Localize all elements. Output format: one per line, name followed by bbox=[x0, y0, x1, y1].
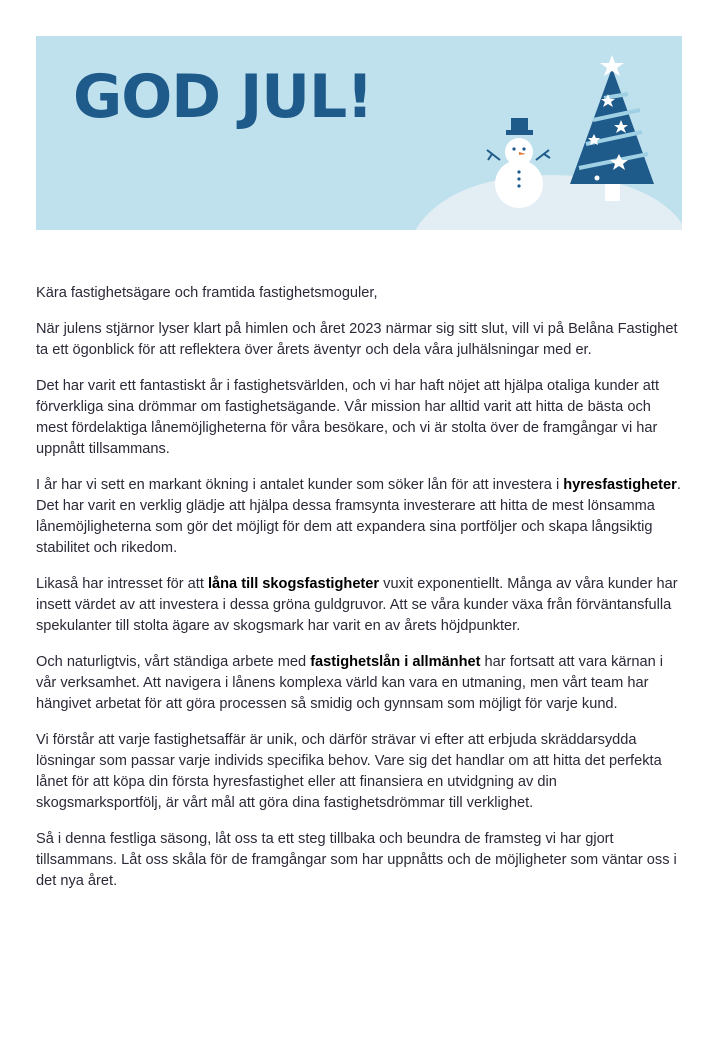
keyword-link: hyresfastigheter bbox=[563, 477, 677, 493]
holiday-banner bbox=[36, 36, 682, 230]
letter-greeting: Kära fastighetsägare och framtida fastighetsmoguler, bbox=[36, 285, 378, 301]
banner-title: GOD JUL! bbox=[73, 62, 373, 132]
letter-paragraph: När julens stjärnor lyser klart på himlen och året 2023 närmar sig sitt slut, vill vi på Belåna Fastighet ta ett ögonblick för att reflektera över årets äventyr och dela våra julhälsningar med er. bbox=[36, 321, 678, 358]
letter-paragraph: Likaså har intresset för att låna till skogsfastigheter vuxit exponentiellt. Många av våra kunder har insett värdet av att investera i dessa gröna guldgruvor. Att se våra kunder växa från förväntansfulla spekulanter till stolta ägare av skogsmark har varit en av årets höjdpunkter. bbox=[36, 576, 678, 634]
letter-paragraph: Vi förstår att varje fastighetsaffär är unik, och därför strävar vi efter att erbjuda skräddarsydda lösningar som passar varje individs specifika behov. Vare sig det handlar om att hitta det perfekta lånet för att köpa din första hyresfastighet eller att finansiera en utvidgning av din skogsmarksportfölj, är vårt mål att göra dina fastighetsdrömmar till verklighet. bbox=[36, 732, 662, 811]
letter-paragraph: Och naturligtvis, vårt ständiga arbete med fastighetslån i allmänhet har fortsatt att vara kärnan i vår verksamhet. Att navigera i lånens komplexa värld kan vara en utmaning, men vårt team har hängivet arbetat för att göra processen så smidig och gynnsam som möjligt för varje kund. bbox=[36, 654, 664, 712]
letter-paragraph: Det har varit ett fantastiskt år i fastighetsvärlden, och vi har haft nöjet att hjälpa otaliga kunder att förverkliga sina drömmar om fastighetsägande. Vår mission har alltid varit att hitta de bästa och mest fördelaktiga lånemöjligheterna för våra besökare, och vi är stolta över de framgångar vi har uppnått tillsammans. bbox=[36, 378, 660, 457]
keyword-link: låna till skogsfastigheter bbox=[207, 576, 380, 592]
letter-paragraph: Så i denna festliga säsong, låt oss ta ett steg tillbaka och beundra de framsteg vi har gjort tillsammans. Låt oss skåla för de framgångar som har uppnåtts och de möjligheter som väntar oss i det nya året. bbox=[36, 831, 677, 889]
letter-body bbox=[36, 283, 684, 907]
letter-paragraph: I år har vi sett en markant ökning i antalet kunder som söker lån för att investera i hyresfastigheter. Det har varit en verklig glädje att hjälpa dessa framsynta investerare att hitta de mest lönsamma lånemöjligheterna som gör det möjligt för dem att expandera sina portföljer och skapa långsiktig stabilitet och rikedom. bbox=[36, 477, 681, 556]
christmas-tree-icon bbox=[570, 55, 654, 201]
winter-scene bbox=[36, 36, 682, 230]
keyword-link: fastighetslån i allmänhet bbox=[310, 654, 481, 670]
